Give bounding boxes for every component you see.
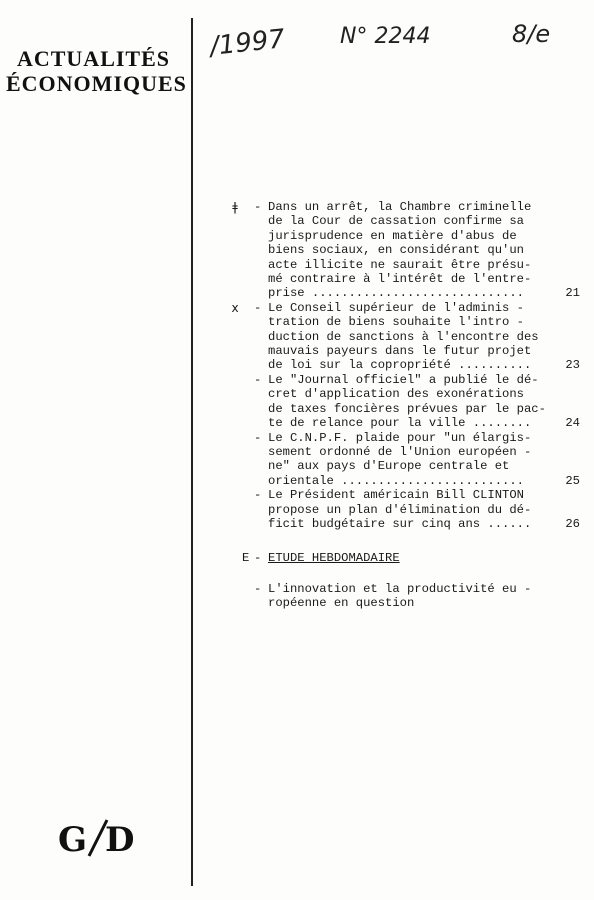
entry-line: Le Président américain Bill CLINTON [268, 488, 524, 503]
entry-line: propose un plan d'élimination du dé- [268, 502, 532, 517]
entry-line: te de relance pour la ville ........ [268, 416, 532, 431]
entry-line: jurisprudence en matière d'abus de [268, 228, 517, 243]
entry-line: sement ordonné de l'Union européen - [268, 444, 532, 459]
entry-page-number: 25 [565, 473, 580, 488]
toc-section [228, 551, 584, 565]
handwritten-issue-number: N° 2244 [340, 24, 431, 49]
entry-dash: - [254, 488, 262, 503]
vertical-divider [191, 18, 193, 886]
svg-text:D: D [105, 820, 135, 858]
svg-text:G: G [58, 820, 88, 858]
masthead-line-2: ÉCONOMIQUES [6, 71, 187, 96]
entry-line: Le Conseil supérieur de l'adminis - [268, 300, 524, 315]
entry-line: ficit budgétaire sur cinq ans ...... [268, 516, 532, 531]
entry-line: tration de biens souhaite l'intro - [268, 315, 524, 330]
section-title: ETUDE HEBDOMADAIRE [268, 551, 400, 566]
entry-page-number: 21 [565, 286, 580, 301]
entry-page-number: 26 [565, 516, 580, 531]
entry-line: Le "Journal officiel" a publié le dé- [268, 372, 539, 387]
entry-dash: - [254, 200, 262, 214]
toc-entries [228, 200, 584, 531]
masthead [6, 46, 187, 96]
entry-line: mé contraire à l'intérêt de l'entre- [268, 272, 532, 287]
entry-line: cret d'application des exonérations [268, 387, 524, 402]
entry-page-number: 24 [565, 416, 580, 431]
entry-dash: - [254, 430, 262, 445]
entry-line: mauvais payeurs dans le futur projet [268, 344, 532, 359]
section-article-dash: - [254, 581, 262, 596]
section-article-line: ropéenne en question [268, 596, 415, 611]
gd-logo [55, 818, 141, 858]
section-article [228, 582, 584, 611]
handwritten-check-mark: x [231, 300, 239, 315]
entry-line: acte illicite ne saurait être présu- [268, 257, 532, 272]
entry-line: biens sociaux, en considérant qu'un [268, 243, 524, 258]
entry-dash: - [254, 300, 262, 315]
entry-line: prise ............................. [268, 286, 524, 301]
entry-line: de la Cour de cassation confirme sa [268, 214, 524, 229]
table-of-contents [228, 200, 584, 611]
handwritten-year: /1997 [208, 24, 287, 62]
masthead-line-1: ACTUALITÉS [16, 46, 171, 71]
entry-line: Le C.N.P.F. plaide pour "un élargis- [268, 430, 532, 445]
entry-page-number: 23 [565, 358, 580, 373]
section-dash: - [254, 551, 262, 566]
handwritten-check-mark: ǂ [232, 200, 238, 214]
entry-line: duction de sanctions à l'encontre des [268, 329, 539, 344]
toc-entry [228, 373, 584, 431]
entry-line: Dans un arrêt, la Chambre criminelle [268, 200, 532, 214]
entry-line: de taxes foncières prévues par le pac- [268, 401, 546, 416]
entry-line: orientale ......................... [268, 473, 524, 488]
section-article-line: L'innovation et la productivité eu - [268, 581, 532, 596]
toc-entry [228, 488, 584, 531]
section-letter: E [242, 551, 250, 566]
toc-entry [228, 200, 584, 301]
toc-entry [228, 431, 584, 489]
toc-entry [228, 301, 584, 373]
entry-line: de loi sur la copropriété .......... [268, 358, 532, 373]
handwritten-initials: 8/e [512, 20, 551, 48]
entry-dash: - [254, 372, 262, 387]
entry-line: ne" aux pays d'Europe centrale et [268, 459, 510, 474]
